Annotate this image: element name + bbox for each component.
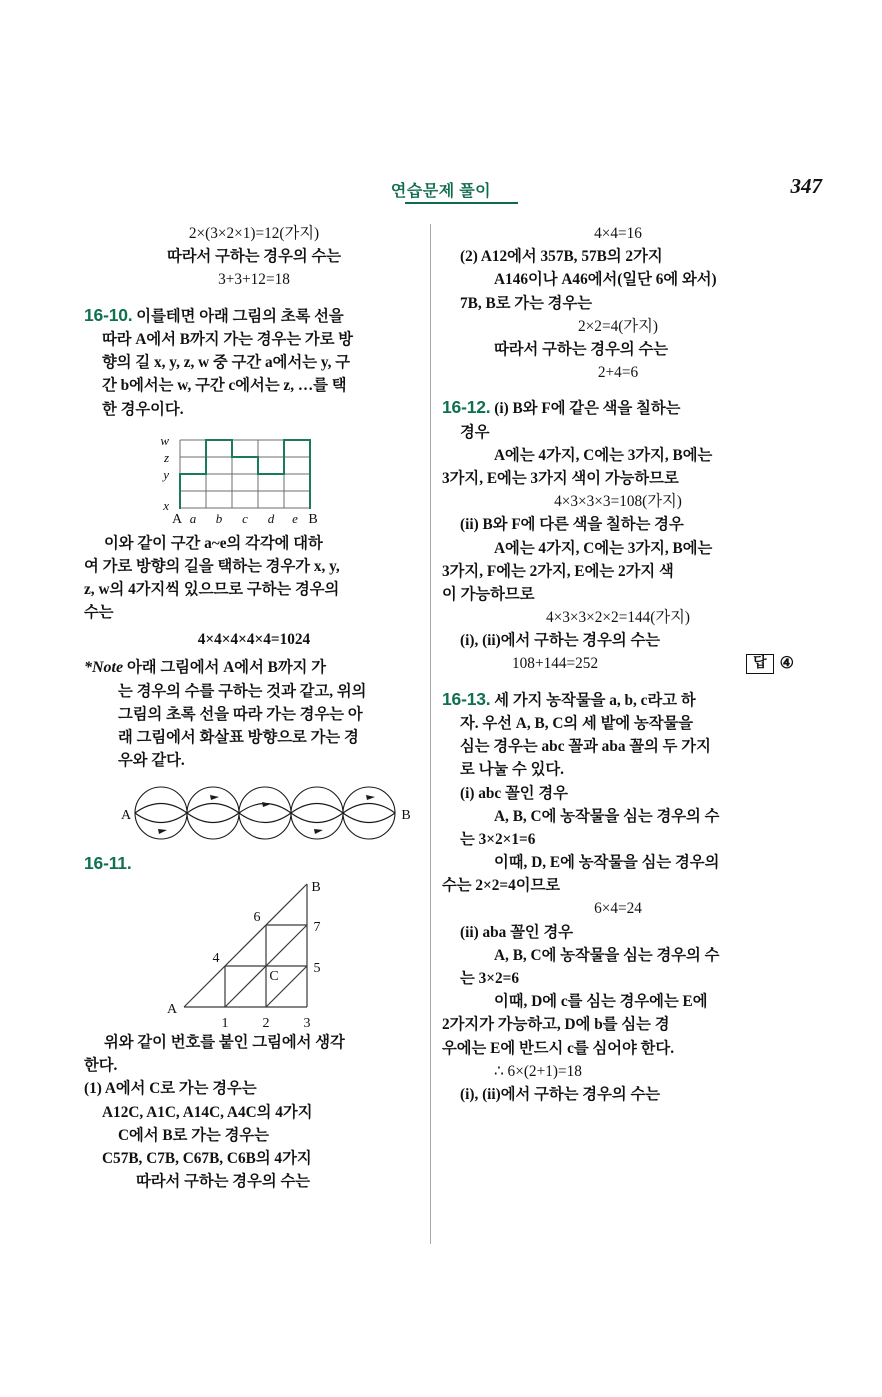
- right-item-2-line-1: A146이나 A46에서(일단 6에 와서): [494, 271, 717, 289]
- triangle-label-C: C: [269, 968, 279, 984]
- note-block: [84, 656, 424, 680]
- problem-16-13-case-ii-line-1: A, B, C에 농작물을 심는 경우의 수: [494, 946, 720, 964]
- problem-16-13: [442, 686, 794, 713]
- problem-16-10-body-line-2: 따라 A에서 B까지 가는 경우는 가로 방: [102, 331, 354, 349]
- problem-16-12-case-ii-line-3: 이 가능하므로: [442, 585, 535, 603]
- col-label-e: e: [292, 510, 298, 526]
- right-column: [442, 222, 794, 1106]
- circle-chain-figure: [84, 778, 424, 848]
- problem-16-13-case-ii-line-4: 2가지가 가능하고, D에 b를 심는 경: [442, 1016, 670, 1034]
- row-label-x: x: [163, 497, 169, 513]
- problem-16-13-case-ii-head: (ii) aba 꼴인 경우: [460, 923, 574, 941]
- triangle-node-6: 6: [253, 909, 261, 925]
- problem-16-13-case-i-line-5: 6×4=24: [594, 900, 642, 918]
- problem-16-12-case-ii-line-1: A에는 4가지, C에는 3가지, B에는: [494, 539, 713, 557]
- page-number: 347: [790, 174, 822, 198]
- problem-16-13-case-ii-line-5: 우에는 E에 반드시 c를 심어야 한다.: [442, 1039, 675, 1057]
- problem-16-12-case-i-line-3: 4×3×3×3=108(가지): [554, 493, 682, 511]
- col-label-d: d: [267, 510, 275, 526]
- problem-16-12-case-ii-line-2: 3가지, F에는 2가지, E에는 2가지 색: [442, 562, 674, 580]
- triangle-node-7: 7: [313, 919, 321, 935]
- problem-16-10-body-line-4: 간 b에서는 w, 구간 c에서는 z, …를 택: [102, 377, 347, 395]
- triangle-node-2: 2: [262, 1015, 270, 1031]
- answer-value: ④: [779, 655, 794, 673]
- problem-16-13-case-ii-line-6: ∴ 6×(2+1)=18: [494, 1062, 582, 1080]
- after-line-3: z, w의 4가지씩 있으므로 구하는 경우의: [84, 581, 340, 599]
- triangle-node-1: 1: [221, 1015, 229, 1031]
- left-column: [84, 222, 424, 1193]
- left-top-line-3: 3+3+12=18: [218, 271, 290, 289]
- triangle-label-B: B: [311, 879, 321, 895]
- problem-16-13-conclusion: (i), (ii)에서 구하는 경우의 수는: [460, 1085, 661, 1103]
- problem-16-12-sep: -: [461, 397, 467, 418]
- problem-16-11-body-1: 위와 같이 번호를 붙인 그림에서 생각: [104, 1033, 345, 1051]
- right-item-2-line-3: 2×2=4(가지): [578, 317, 658, 335]
- problem-16-11-sep: -: [103, 853, 109, 874]
- problem-16-12-case-i-line-2: 3가지, E에는 3가지 색이 가능하므로: [442, 470, 679, 488]
- problem-16-13-body-3: 심는 경우는 abc 꼴과 aba 꼴의 두 가지: [460, 738, 711, 756]
- row-label-w: w: [160, 432, 169, 448]
- problem-16-13-sep: -: [461, 688, 467, 709]
- row-label-y: y: [163, 466, 169, 482]
- right-item-2-line-2: 7B, B로 가는 경우는: [460, 294, 593, 312]
- problem-16-13-case-i-head: (i) abc 꼴인 경우: [460, 784, 568, 802]
- problem-16-13-body-4: 로 나눌 수 있다.: [460, 761, 564, 779]
- problem-16-13-number: 13: [466, 688, 486, 709]
- problem-16-12-label: 16: [442, 397, 462, 418]
- column-divider: [430, 224, 431, 1244]
- problem-16-13-case-i-line-1: A, B, C에 농작물을 심는 경우의 수: [494, 807, 720, 825]
- after-line-4: 수는: [84, 604, 114, 622]
- problem-16-13-dot: .: [485, 688, 491, 709]
- triangle-node-5: 5: [313, 960, 321, 976]
- grid-label-A: A: [171, 511, 183, 527]
- right-item-2-line-5: 2+4=6: [597, 364, 639, 382]
- problem-16-10-dot: .: [127, 304, 133, 325]
- problem-16-12-conclusion: (i), (ii)에서 구하는 경우의 수는: [460, 632, 661, 650]
- problem-16-12-number: 12: [466, 397, 486, 418]
- problem-16-10-label: 16: [84, 304, 104, 325]
- triangle-label-A: A: [166, 1001, 178, 1017]
- problem-16-13-case-ii-line-3: 이때, D에 c를 심는 경우에는 E에: [494, 993, 708, 1011]
- problem-16-13-body-1: 세 가지 농작물을 a, b, c라고 하: [494, 691, 696, 709]
- problem-16-10-body-line-1: 이를테면 아래 그림의 초록 선을: [136, 307, 344, 325]
- answer-box-label: 답: [746, 654, 774, 674]
- problem-16-13-case-i-line-4: 수는 2×2=4이므로: [442, 877, 561, 895]
- problem-16-11-number: 11: [108, 853, 127, 874]
- triangle-node-4: 4: [212, 950, 220, 966]
- result-1024: 4×4×4×4×4=1024: [197, 631, 311, 649]
- after-line-1: 이와 같이 구간 a~e의 각각에 대하: [104, 534, 323, 552]
- problem-16-11-item-1: (1) A에서 C로 가는 경우는: [84, 1080, 257, 1098]
- left-top-line-2: 따라서 구하는 경우의 수는: [166, 248, 342, 266]
- col-label-c: c: [242, 510, 248, 526]
- problem-16-12: [442, 394, 794, 421]
- page-header: [0, 174, 882, 212]
- after-line-2: 여 가로 방향의 길을 택하는 경우가 x, y,: [84, 557, 340, 575]
- problem-16-12-case-ii-line-4: 4×3×3×2×2=144(가지): [545, 609, 691, 627]
- problem-16-11-label: 16: [84, 853, 104, 874]
- note-line-5: 우와 같다.: [118, 752, 185, 770]
- right-top-result: 4×4=16: [594, 225, 642, 242]
- problem-16-12-case-i-line-1: A에는 4가지, C에는 3가지, B에는: [494, 446, 713, 464]
- title-underline: [405, 202, 518, 204]
- lattice-path-figure: [84, 430, 424, 526]
- problem-16-11-item-1-line-4: 따라서 구하는 경우의 수는: [136, 1173, 311, 1191]
- note-line-1: 아래 그림에서 A에서 B까지 가: [126, 658, 327, 676]
- problem-16-10-body-line-3: 향의 길 x, y, z, w 중 구간 a에서는 y, 구: [102, 354, 351, 372]
- problem-16-13-case-ii-line-2: 는 3×2=6: [460, 969, 519, 987]
- problem-16-13-case-i-line-3: 이때, D, E에 농작물을 심는 경우의: [494, 854, 720, 872]
- problem-16-13-label: 16: [442, 688, 462, 709]
- problem-16-11-item-1-line-1: A12C, A1C, A14C, A4C의 4가지: [102, 1103, 313, 1121]
- circle-label-A: A: [120, 808, 132, 824]
- left-top-line-1: 2×(3×2×1)=12(가지): [188, 225, 320, 242]
- right-item-2: (2) A12에서 357B, 57B의 2가지: [460, 248, 663, 266]
- circle-label-B: B: [401, 808, 411, 824]
- problem-16-12-dot: .: [485, 397, 491, 418]
- problem-16-10: [84, 302, 424, 329]
- problem-16-11-item-1-line-2: C에서 B로 가는 경우는: [118, 1126, 269, 1144]
- problem-16-12-case-ii-head: (ii) B와 F에 다른 색을 칠하는 경우: [460, 516, 684, 534]
- problem-16-13-body-2: 자. 우선 A, B, C의 세 밭에 농작물을: [460, 715, 694, 733]
- problem-16-11-dot: .: [126, 853, 132, 874]
- row-label-z: z: [163, 449, 169, 465]
- problem-16-12-case-i-head: (i) B와 F에 같은 색을 칠하는: [494, 400, 681, 418]
- problem-16-12-case-i-head2: 경우: [460, 423, 490, 441]
- problem-16-10-body-line-5: 한 경우이다.: [102, 400, 184, 418]
- problem-16-10-number: 10: [108, 304, 128, 325]
- page-title: 연습문제 풀이: [390, 183, 492, 200]
- problem-16-12-final-eq: 108+144=252: [512, 655, 599, 673]
- col-label-b: b: [215, 510, 223, 526]
- problem-16-13-case-i-line-2: 는 3×2×1=6: [460, 830, 536, 848]
- note-label: *Note: [84, 658, 124, 676]
- problem-16-10-sep: -: [103, 304, 109, 325]
- note-line-4: 래 그림에서 화살표 방향으로 가는 경: [118, 729, 359, 747]
- problem-16-11-item-1-line-3: C57B, C7B, C67B, C6B의 4가지: [102, 1149, 312, 1167]
- problem-16-11: [84, 850, 424, 877]
- note-line-2: 는 경우의 수를 구하는 것과 같고, 위의: [118, 682, 367, 700]
- triangle-node-3: 3: [303, 1015, 311, 1031]
- note-line-3: 그림의 초록 선을 따라 가는 경우는 아: [118, 705, 363, 723]
- problem-16-12-final-row: [442, 652, 794, 675]
- triangle-lattice-figure: [84, 879, 424, 1031]
- problem-16-11-body-2: 한다.: [84, 1057, 118, 1075]
- right-item-2-line-4: 따라서 구하는 경우의 수는: [494, 340, 669, 358]
- grid-label-B: B: [308, 511, 318, 527]
- col-label-a: a: [189, 510, 197, 526]
